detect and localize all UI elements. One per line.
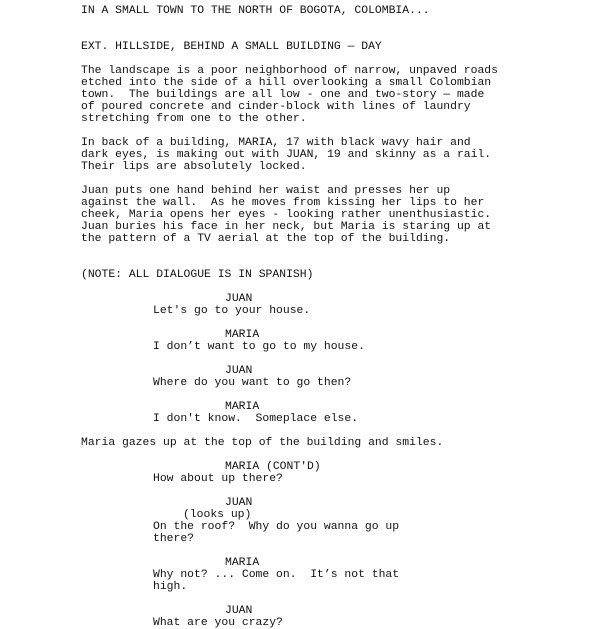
opening-line: IN A SMALL TOWN TO THE NORTH OF BOGOTA, COLOMBIA... — [81, 5, 430, 17]
character-cue: MARIA (CONT'D) — [225, 461, 321, 473]
dialogue-line: I don’t want to go to my house. — [153, 341, 365, 353]
character-cue: JUAN — [225, 497, 253, 509]
character-cue: MARIA — [225, 329, 260, 341]
character-cue: JUAN — [225, 605, 253, 617]
dialogue-note: (NOTE: ALL DIALOGUE IS IN SPANISH) — [81, 269, 314, 281]
action-line: Their lips are absolutely locked. — [81, 161, 307, 173]
action-line: Juan puts one hand behind her waist and presses her up — [81, 185, 451, 197]
character-cue: MARIA — [225, 401, 260, 413]
dialogue-line: Why not? ... Come on. It’s not that — [153, 569, 400, 581]
dialogue-line: I don't know. Someplace else. — [153, 413, 359, 425]
dialogue-line: Let's go to your house. — [153, 305, 311, 317]
character-cue: MARIA — [225, 557, 260, 569]
dialogue-line: Where do you want to go then? — [153, 377, 352, 389]
action-line: stretching from one to the other. — [81, 113, 307, 125]
dialogue-line: What are you crazy? — [153, 617, 283, 629]
dialogue-line: high. — [153, 581, 188, 593]
action-line: etched into the side of a hill overlooking a small Colombian — [81, 77, 492, 89]
action-line: Juan buries his face in her neck, but Maria is staring up at — [81, 221, 492, 233]
dialogue-line: How about up there? — [153, 473, 283, 485]
parenthetical: (looks up) — [183, 509, 252, 521]
action-line: In back of a building, MARIA, 17 with black wavy hair and — [81, 137, 471, 149]
action-line: cheek, Maria opens her eyes - looking rather unenthusiastic. — [81, 209, 492, 221]
action-line: against the wall. As he moves from kissing her lips to her — [81, 197, 485, 209]
action-line: Maria gazes up at the top of the building and smiles. — [81, 437, 444, 449]
action-line: of poured concrete and cinder-block with lines of laundry — [81, 101, 471, 113]
scene-heading: EXT. HILLSIDE, BEHIND A SMALL BUILDING — DAY — [81, 41, 382, 53]
action-line: dark eyes, is making out with JUAN, 19 and skinny as a rail. — [81, 149, 492, 161]
action-line: town. The buildings are all low - one and two-story — made — [81, 89, 485, 101]
action-line: the pattern of a TV aerial at the top of the building. — [81, 233, 451, 245]
action-line: The landscape is a poor neighborhood of narrow, unpaved roads — [81, 65, 498, 77]
character-cue: JUAN — [225, 365, 253, 377]
dialogue-line: On the roof? Why do you wanna go up — [153, 521, 400, 533]
character-cue: JUAN — [225, 293, 253, 305]
dialogue-line: there? — [153, 533, 195, 545]
